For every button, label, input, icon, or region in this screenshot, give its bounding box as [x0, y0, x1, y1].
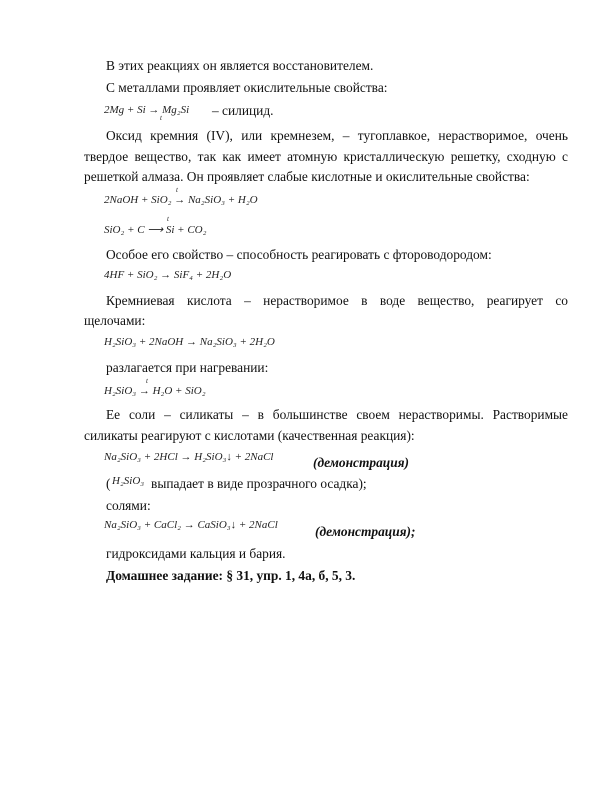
demonstration-note: (демонстрация) [313, 455, 410, 470]
text-line: С металлами проявляет окислительные свойства: [106, 80, 388, 95]
equation-silicate-salt: Na₂SiO₃ + CaCl₂ → CaSiO₃↓ + 2NaCl [104, 519, 278, 531]
formula-silicic-acid: H₂SiO₃ [112, 475, 145, 487]
condition-label: t [160, 114, 162, 122]
text-line: В этих реакциях он является восстановителем. [106, 58, 374, 73]
text-line: Особое его свойство – способность реагировать с фтороводородом: [106, 247, 492, 262]
homework-line: Домашнее задание: § 31, упр. 1, 4а, б, 5, 3. [106, 568, 356, 583]
text-line: выпадает в виде прозрачного осадка); [151, 476, 367, 491]
equation-silicate-acid: Na₂SiO₃ + 2HCl → H₂SiO₃↓ + 2NaCl [104, 451, 274, 463]
equation-sodium-silicate: 2NaOH + SiO₂ → Na₂SiO₃ + H₂O [104, 194, 258, 206]
text-line: солями: [106, 498, 151, 513]
condition-label: t [146, 377, 148, 385]
equation-decomposition: H₂SiO₃ → H₂O + SiO₂ [104, 385, 206, 397]
text-line: – силицид. [212, 103, 274, 118]
equation-silicon-reduction: SiO₂ + C ⟶ Si + CO₂ [104, 224, 207, 236]
text-line: Оксид кремния (IV), или кремнезем, – тугоплавкое, нерастворимое, очень [106, 128, 568, 143]
text-line: разлагается при нагревании: [106, 360, 269, 375]
text-line: решеткой алмаза. Он проявляет слабые кислотные и окислительные свойства: [84, 169, 530, 184]
equation-silicic-acid-alkali: H₂SiO₃ + 2NaOH → Na₂SiO₃ + 2H₂O [104, 336, 275, 348]
equation-magnesium-silicide: 2Mg + Si → Mg₂Si [104, 104, 190, 116]
text-paren: ( [106, 476, 111, 491]
text-line: силикаты реагируют с кислотами (качественная реакция): [84, 428, 415, 443]
equation-hydrofluoric: 4HF + SiO₂ → SiF₄ + 2H₂O [104, 269, 232, 281]
text-line: щелочами: [84, 313, 146, 328]
condition-label: t [176, 186, 178, 194]
text-line: Ее соли – силикаты – в большинстве своем нерастворимы. Растворимые [106, 407, 568, 422]
text-line: гидроксидами кальция и бария. [106, 546, 286, 561]
text-line: Кремниевая кислота – нерастворимое в воде вещество, реагирует со [106, 293, 568, 308]
demonstration-note: (демонстрация); [315, 524, 416, 539]
text-line: твердое вещество, так как имеет атомную кристаллическую решетку, сходную с [84, 149, 568, 164]
condition-label: t [167, 215, 169, 223]
